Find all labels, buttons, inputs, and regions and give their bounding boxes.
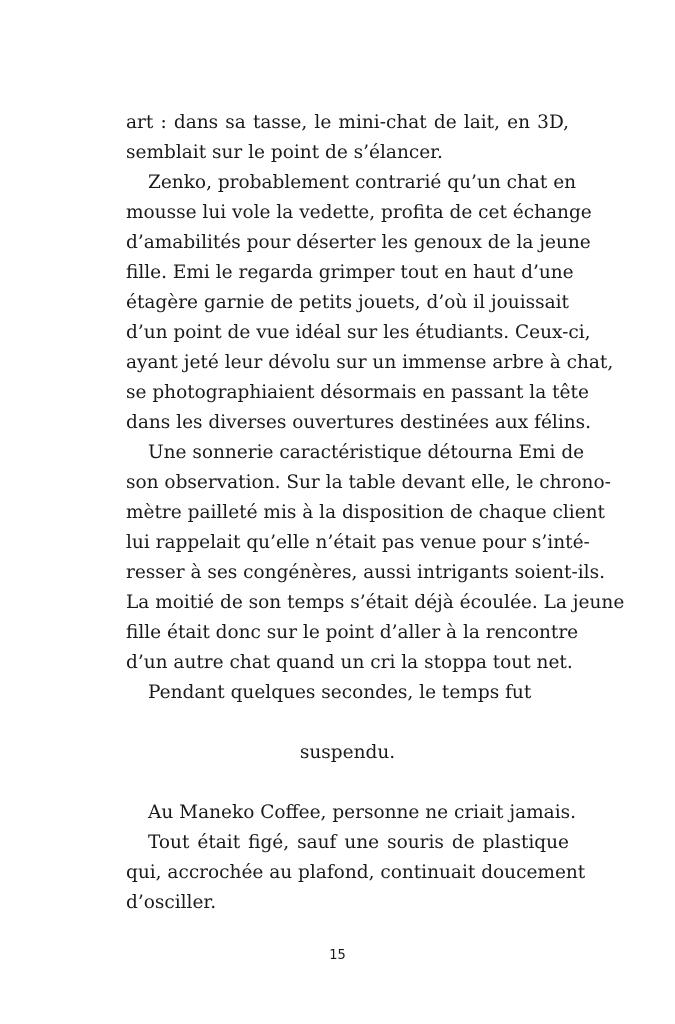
line-spacer (126, 708, 569, 738)
text-line: Zenko, probablement contrarié qu’un chat en (148, 172, 577, 193)
text-line: son observation. Sur la table devant elle, le chrono- (126, 472, 611, 493)
text-line: resser à ses congénères, aussi intrigants soient-ils. (126, 562, 605, 583)
page-number: 15 (329, 948, 346, 963)
text-line: La moitié de son temps s’était déjà écoulée. La jeune (126, 592, 625, 613)
text-line: d’un autre chat quand un cri la stoppa tout net. (126, 652, 573, 673)
text-line: dans les diverses ouvertures destinées aux félins. (126, 412, 592, 433)
text-line: fille. Emi le regarda grimper tout en haut d’une (126, 262, 574, 283)
body-text (126, 108, 625, 918)
text-line: mousse lui vole la vedette, profita de cet échange (126, 202, 592, 223)
text-line: d’un point de vue idéal sur les étudiants. Ceux-ci, (126, 322, 591, 343)
text-line: Une sonnerie caractéristique détourna Emi de (148, 442, 585, 463)
text-line: d’amabilités pour déserter les genoux de la jeune (126, 232, 591, 253)
text-line: art : dans sa tasse, le mini-chat de lait, en 3D, (126, 112, 569, 133)
line-spacer (126, 768, 569, 798)
text-line: se photographiaient désormais en passant la tête (126, 382, 589, 403)
text-line: Pendant quelques secondes, le temps fut (148, 682, 532, 703)
text-line: ayant jeté leur dévolu sur un immense arbre à chat, (126, 352, 614, 373)
text-line: étagère garnie de petits jouets, d’où il jouissait (126, 292, 569, 313)
text-line: semblait sur le point de s’élancer. (126, 142, 443, 163)
text-line: Tout était figé, sauf une souris de plastique (148, 832, 569, 853)
text-line: fille était donc sur le point d’aller à la rencontre (126, 622, 579, 643)
text-line: d’osciller. (126, 892, 217, 913)
text-line-centered: suspendu. (299, 742, 396, 763)
text-line: Au Maneko Coffee, personne ne criait jamais. (148, 802, 576, 823)
text-line: lui rappelait qu’elle n’était pas venue pour s’inté- (126, 532, 590, 553)
text-line: qui, accrochée au plafond, continuait doucement (126, 862, 586, 883)
text-line: mètre pailleté mis à la disposition de chaque client (126, 502, 605, 523)
